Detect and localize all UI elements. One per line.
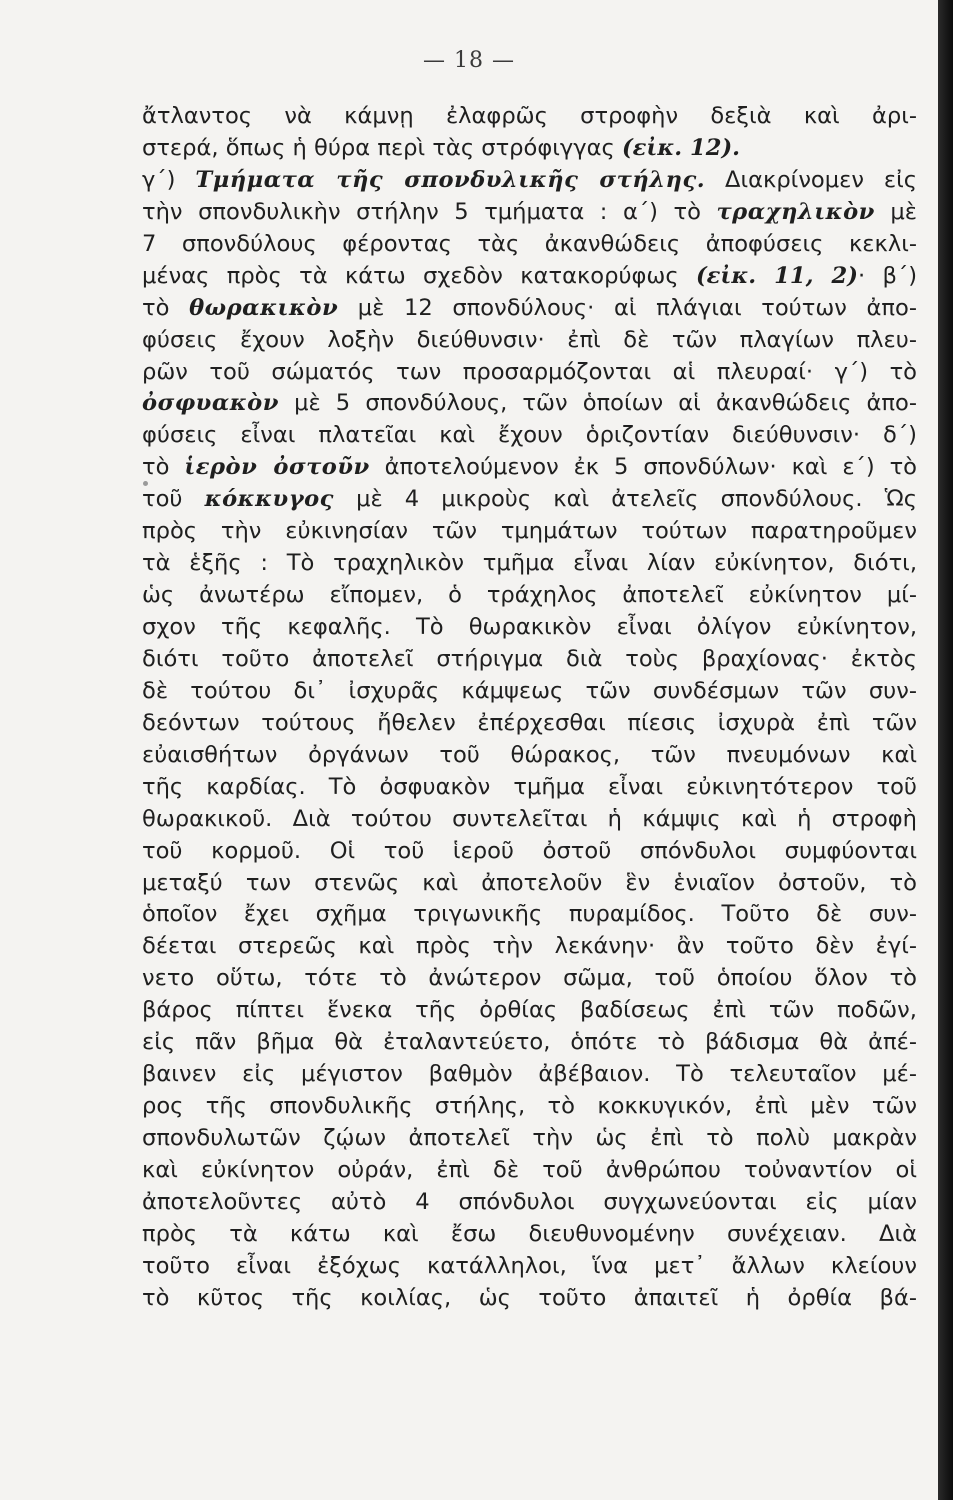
text-run: μὲ: [874, 198, 917, 225]
text-run: βάρος πίπτει ἕνεκα τῆς ὀρθίας βαδίσεως ἐπὶ τῶν ποδῶν,: [142, 997, 917, 1024]
text-run: ρος τῆς σπονδυλικῆς στήλης, τὸ κοκκυγικόν, ἐπὶ μὲν τῶν: [142, 1093, 917, 1120]
emphasized-term: τραχηλικὸν: [716, 198, 875, 225]
text-line: [142, 931, 917, 963]
text-run: φύσεις ἔχουν λοξὴν διεύθυνσιν· ἐπὶ δὲ τῶν πλαγίων πλευ-: [142, 326, 917, 353]
text-run: δεόντων τούτους ἤθελεν ἐπέρχεσθαι πίεσις ἰσχυρὰ ἐπὶ τῶν: [142, 709, 917, 736]
text-line: [142, 197, 917, 229]
text-line: [142, 548, 917, 580]
text-line: [142, 899, 917, 931]
body-text: [142, 101, 917, 1315]
text-run: μένας πρὸς τὰ κάτω σχεδὸν κατακορύφως: [142, 262, 696, 289]
text-line: [142, 165, 917, 197]
figure-reference: (εἰκ. 12).: [621, 134, 741, 161]
emphasized-term: κόκκυγος: [204, 486, 334, 513]
text-line: [142, 516, 917, 548]
text-run: τὴν σπονδυλικὴν στήλην 5 τμήματα : α´) τὸ: [142, 198, 717, 225]
text-line: [142, 1251, 917, 1283]
text-line: [142, 1155, 917, 1187]
text-line: [142, 133, 917, 165]
figure-reference: (εἰκ. 11, 2): [695, 262, 858, 289]
text-line: [142, 580, 917, 612]
text-run: τοῦ κορμοῦ. Οἱ τοῦ ἱεροῦ ὀστοῦ σπόνδυλοι συμφύονται: [142, 837, 917, 864]
text-run: ἀποτελούμενον ἐκ 5 σπονδύλων· καὶ ε´) τὸ: [369, 454, 917, 481]
text-line: [142, 644, 917, 676]
text-run: ἀποτελοῦντες αὐτὸ 4 σπόνδυλοι συγχωνεύονται εἰς μίαν: [142, 1188, 917, 1215]
text-line: [142, 101, 917, 133]
text-run: τὸ: [142, 294, 190, 321]
text-line: [142, 1219, 917, 1251]
text-run: ἄτλαντος νὰ κάμνῃ ἐλαφρῶς στροφὴν δεξιὰ καὶ ἀρι-: [142, 103, 917, 129]
text-line: [142, 325, 917, 357]
text-run: νετο οὕτω, τότε τὸ ἀνώτερον σῶμα, τοῦ ὁποίου ὅλον τὸ: [142, 965, 917, 992]
text-run: μὲ 5 σπονδύλους, τῶν ὁποίων αἱ ἀκανθώδεις ἀπο-: [278, 390, 917, 417]
page-number: — 18 —: [423, 48, 515, 73]
text-line: [142, 772, 917, 804]
text-line: [142, 708, 917, 740]
text-run: δέεται στερεῶς καὶ πρὸς τὴν λεκάνην· ἂν τοῦτο δὲν ἐγί-: [142, 933, 917, 960]
text-run: ρῶν τοῦ σώματός των προσαρμόζονται αἱ πλευραί· γ´) τὸ: [142, 358, 917, 385]
scan-edge: [938, 0, 953, 1500]
text-run: · β´): [857, 262, 917, 289]
text-run: γ´): [142, 166, 196, 193]
text-line: [142, 836, 917, 868]
text-run: εὐαισθήτων ὀργάνων τοῦ θώρακος, τῶν πνευμόνων καὶ: [142, 741, 917, 768]
text-run: στερά, ὅπως ἡ θύρα περὶ τὰς στρόφιγγας: [142, 134, 622, 161]
text-line: [142, 612, 917, 644]
text-run: τοῦτο εἶναι ἐξόχως κατάλληλοι, ἵνα μετ᾽ ἄλλων κλείουν: [142, 1252, 917, 1279]
text-run: τὸ κῦτος τῆς κοιλίας, ὡς τοῦτο ἀπαιτεῖ ἡ ὀρθία βά-: [142, 1284, 917, 1311]
emphasized-term: ἱερὸν ὀστοῦν: [184, 454, 370, 481]
text-run: τὰ ἑξῆς : Τὸ τραχηλικὸν τμῆμα εἶναι λίαν εὐκίνητον, διότι,: [142, 550, 917, 577]
text-run: τῆς καρδίας. Τὸ ὀσφυακὸν τμῆμα εἶναι εὐκινητότερον τοῦ: [142, 773, 917, 800]
text-line: [142, 484, 917, 516]
text-run: διότι τοῦτο ἀποτελεῖ στήριγμα διὰ τοὺς βραχίονας· ἐκτὸς: [142, 645, 917, 672]
text-line: [142, 1091, 917, 1123]
text-line: [142, 1187, 917, 1219]
text-line: [142, 357, 917, 389]
text-run: μὲ 4 μικροὺς καὶ ἀτελεῖς σπονδύλους. Ὡς: [333, 486, 917, 513]
text-run: πρὸς τὰ κάτω καὶ ἔσω διευθυνομένην συνέχειαν. Διὰ: [142, 1220, 917, 1247]
text-run: μεταξύ των στενῶς καὶ ἀποτελοῦν ἓν ἑνιαῖον ὀστοῦν, τὸ: [142, 869, 917, 896]
text-line: [142, 261, 917, 293]
text-run: Διακρίνομεν εἰς: [705, 166, 917, 193]
text-run: καὶ εὐκίνητον οὐράν, ἐπὶ δὲ τοῦ ἀνθρώπου τοὐναντίον οἱ: [142, 1156, 917, 1183]
text-run: μὲ 12 σπονδύλους· αἱ πλάγιαι τούτων ἀπο-: [338, 294, 917, 321]
text-line: [142, 420, 917, 452]
text-line: [142, 868, 917, 900]
text-line: [142, 740, 917, 772]
text-line: [142, 388, 917, 420]
text-run: ὁποῖον ἔχει σχῆμα τριγωνικῆς πυραμίδος. Τοῦτο δὲ συν-: [142, 901, 917, 928]
text-run: πρὸς τὴν εὐκινησίαν τῶν τμημάτων τούτων παρατηροῦμεν: [142, 518, 917, 545]
text-run: δὲ τούτου δι᾽ ἰσχυρᾶς κάμψεως τῶν συνδέσμων τῶν συν-: [142, 677, 917, 704]
text-run: τοῦ: [142, 486, 205, 513]
text-line: [142, 293, 917, 325]
text-run: ὡς ἀνωτέρω εἴπομεν, ὁ τράχηλος ἀποτελεῖ εὐκίνητον μί-: [142, 582, 917, 609]
emphasized-term: θωρακικὸν: [189, 294, 339, 321]
text-line: [142, 1059, 917, 1091]
emphasized-term: Τμήματα τῆς σπονδυλικῆς στήλης.: [195, 166, 706, 193]
text-line: [142, 1283, 917, 1315]
text-run: εἰς πᾶν βῆμα θὰ ἐταλαντεύετο, ὁπότε τὸ βάδισμα θὰ ἀπέ-: [142, 1029, 917, 1056]
text-run: θωρακικοῦ. Διὰ τούτου συντελεῖται ἡ κάμψις καὶ ἡ στροφὴ: [142, 805, 917, 832]
text-line: [142, 804, 917, 836]
text-run: φύσεις εἶναι πλατεῖαι καὶ ἔχουν ὁριζοντίαν διεύθυνσιν· δ´): [142, 422, 917, 449]
text-line: [142, 452, 917, 484]
text-line: [142, 676, 917, 708]
emphasized-term: ὀσφυακὸν: [142, 390, 279, 417]
text-line: [142, 963, 917, 995]
text-line: [142, 995, 917, 1027]
text-line: [142, 1027, 917, 1059]
text-run: σπονδυλωτῶν ζῴων ἀποτελεῖ τὴν ὡς ἐπὶ τὸ πολὺ μακρὰν: [142, 1125, 917, 1151]
text-line: [142, 229, 917, 261]
text-run: τὸ: [142, 454, 185, 481]
text-line: [142, 1123, 917, 1155]
text-run: σχον τῆς κεφαλῆς. Τὸ θωρακικὸν εἶναι ὀλίγον εὐκίνητον,: [142, 614, 917, 640]
text-run: βαινεν εἰς μέγιστον βαθμὸν ἀβέβαιον. Τὸ τελευταῖον μέ-: [142, 1061, 917, 1088]
text-run: 7 σπονδύλους φέροντας τὰς ἀκανθώδεις ἀποφύσεις κεκλι-: [142, 230, 917, 257]
